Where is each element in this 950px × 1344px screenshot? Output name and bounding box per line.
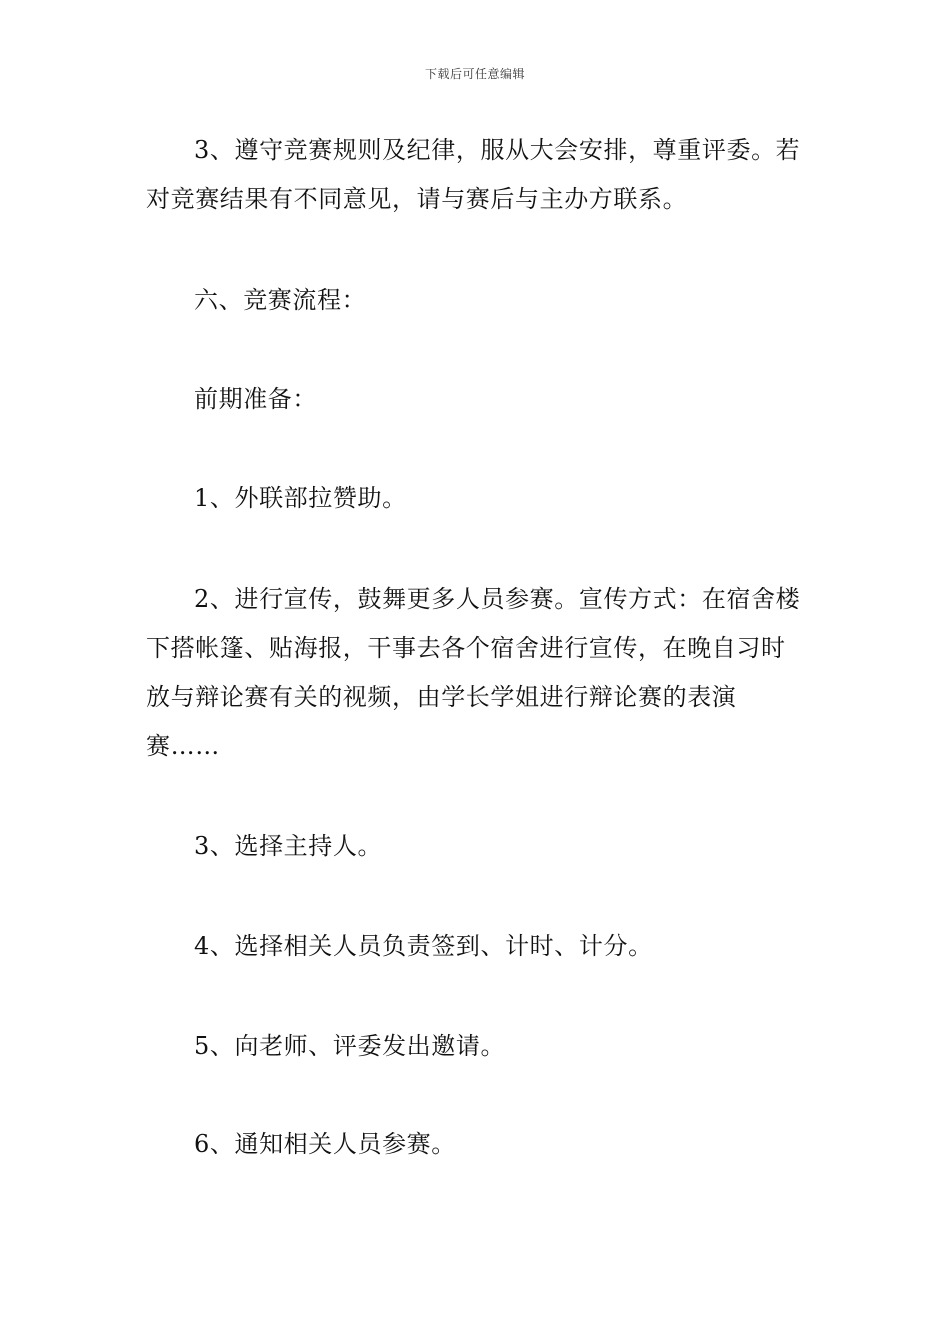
paragraph-step-6: 6、通知相关人员参赛。 [194,1130,456,1158]
paragraph-rule-3: 3、遵守竞赛规则及纪律，服从大会安排，尊重评委。若对竞赛结果有不同意见，请与赛后与主办方联系。 [146,136,801,213]
page-header-note: 下载后可任意编辑 [424,67,525,81]
subheading-preparation: 前期准备： [194,385,317,413]
paragraph-step-2: 2、进行宣传，鼓舞更多人员参赛。宣传方式：在宿舍楼下搭帐篷、贴海报，干事去各个宿舍进行宣传，在晚自习时放与辩论赛有关的视频，由学长学姐进行辩论赛的表演赛…… [146,585,801,760]
paragraph-step-4: 4、选择相关人员负责签到、计时、计分。 [194,932,653,960]
section-heading-competition-process: 六、竞赛流程： [194,286,367,314]
paragraph-step-1: 1、外联部拉赞助。 [194,484,407,512]
paragraph-step-3: 3、选择主持人。 [194,832,383,860]
paragraph-step-5: 5、向老师、评委发出邀请。 [194,1032,506,1060]
